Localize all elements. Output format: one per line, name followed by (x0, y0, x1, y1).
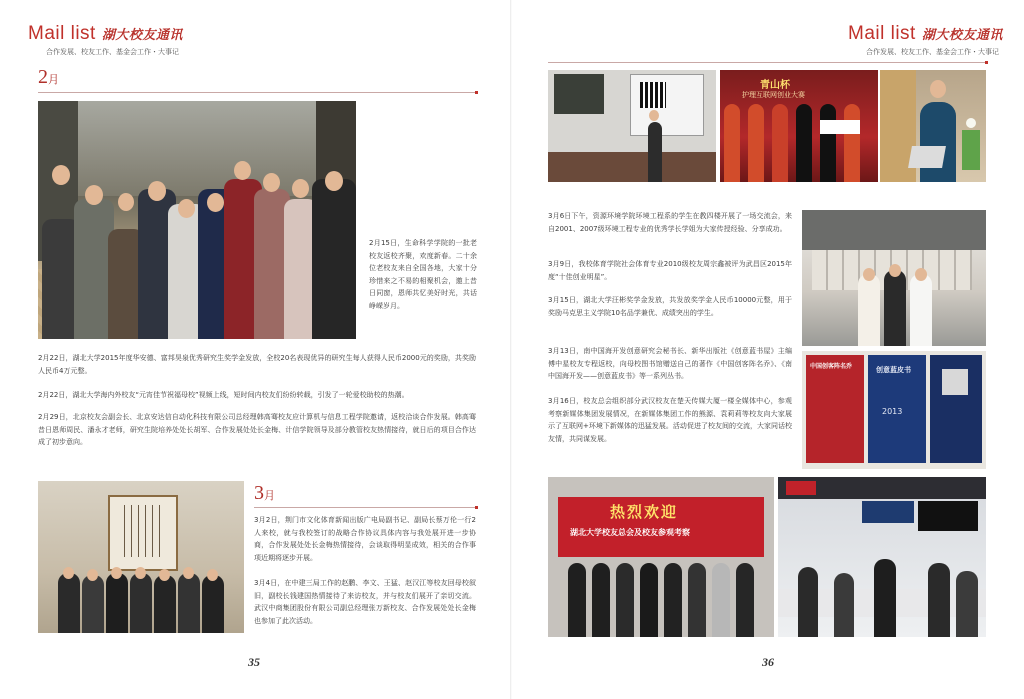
section-rule (254, 507, 476, 508)
right-item-2: 3月9日，我校体育学院社会体育专业2010级校友周宗鑫被评为武昌区2015年度“十佳创业明星”。 (548, 260, 792, 281)
feb-item-3: 2月29日，北京校友会副会长、北京安达信自动化科技有限公司总经理韩高骞校友应计算机与信息工程学院邀请，返校洽谈合作发展。韩高骞昔日恩师周民、潘永才老师，研究生院培养处处长胡军、合作发展处处长金梅、计信学院领导及部分教管校友热情接待，就日后的项目合作达成了初步意向。 (38, 413, 476, 446)
mar-item-2: 3月4日，在中建三局工作的赵鹏、李文、王猛、赵汉江等校友回母校叙旧，副校长钱建国热情接待了来访校友，并与校友们展开了亲切交流。武汉中商集团股份有限公司副总经理张万新校友、合作发展处处长金梅也参加了此次活动。 (254, 579, 476, 625)
header-tagline: 合作发展、校友工作、基金会工作・大事记 (866, 48, 999, 56)
book2-year: 2013 (882, 407, 903, 416)
feb-item-2: 2月22日，湖北大学海内外校友“元宵佳节祝福母校”视频上线，短时间内校友们纷纷转载，引发了一轮爱校助校的热潮。 (38, 391, 409, 399)
welcome-banner-sub: 湖北大学校友总会及校友参观考察 (570, 528, 690, 537)
header-tagline: 合作发展、校友工作、基金会工作・大事记 (46, 48, 179, 56)
books-photo (802, 351, 986, 469)
right-item-5: 3月16日，校友总会组织部分武汉校友在楚天传媒大厦一楼全媒体中心，参观考察新媒体集团发展情况，在新媒体集团工作的熊源、袁莉莉等校友向大家展示了互联网+环境下新媒体的迅猛发展。活动促进了校友间的交流，大家同话校友情，共同谋发展。 (548, 397, 792, 443)
right-item-3: 3月15日，湖北大学汪彬奖学金发放，共发放奖学金人民币10000元整，用于奖励马克思主义学院10名品学兼优、成绩突出的学生。 (548, 296, 792, 317)
seminar-photo (548, 70, 716, 182)
month-heading-feb (38, 66, 59, 89)
month-heading-mar (254, 482, 275, 505)
feb-gathering-photo (38, 101, 356, 339)
month-unit: 月 (264, 490, 275, 502)
banner-sub: 护理互联网创业大赛 (742, 91, 805, 99)
brand-logo (28, 24, 183, 46)
section-rule (548, 62, 986, 63)
month-number: 2 (38, 66, 48, 88)
welcome-photo (548, 477, 774, 637)
banner-text: 青山杯 (760, 80, 790, 91)
mar-visit-photo (38, 481, 244, 633)
brand-cn-title: 湖大校友通讯 (921, 28, 1003, 43)
right-item-4: 3月13日，南中国海开发创意研究会秘书长、新华出版社《创意蓝书屋》主编傅中星校友专程返校，向母校图书馆赠送自己的著作《中国创客阵名乔》、《南中国海开发——创意蓝皮书》等一系列丛书。 (548, 347, 792, 380)
month-unit: 月 (48, 74, 59, 86)
brand-title: Mail list (848, 23, 916, 44)
left-header (28, 24, 183, 56)
book1-title: 中国创客阵名乔 (810, 363, 853, 370)
book2-title: 创意蓝皮书 (876, 366, 911, 374)
month-number: 3 (254, 482, 264, 504)
media-center-photo (778, 477, 986, 637)
mar-item-1: 3月2日，荆门市文化体育新闻出版广电局副书记、副局长蔡万伦一行2人来校，就与我校签订的战略合作协议具体内容与我处展开进一步协商，合作发展处处长金梅热情接待，会谈取得明显成效，相关的合作事项近期将逐步开展。 (254, 516, 476, 562)
brand-title: Mail list (28, 23, 96, 44)
feb-photo-caption: 2月15日，生命科学学院的一批老校友返校齐聚，欢度新春。二十余位老校友来自全国各地，大家十分珍惜来之不易的相聚机会，邀上昔日同窗，恩师共忆美好时光，共话峥嵘岁月。 (369, 239, 477, 310)
award-photo (802, 210, 986, 346)
laptop-photo (880, 70, 986, 182)
brand-logo (848, 24, 1003, 46)
contest-photo (720, 70, 878, 182)
page-number: 35 (248, 655, 260, 669)
welcome-banner-text: 热烈欢迎 (610, 503, 679, 521)
right-header (848, 24, 1003, 56)
page-number: 36 (762, 655, 774, 669)
feb-item-1: 2月22日，湖北大学2015年度华安德、富邦昊泉优秀研究生奖学金发放，全校20名表现优异的研究生每人获得人民币2000元的奖励，共奖励人民币4万元整。 (38, 354, 476, 375)
brand-cn-title: 湖大校友通讯 (101, 28, 183, 43)
right-item-1: 3月6日下午，资源环境学院环境工程系的学生在教四楼开展了一场交流会，来自2001、2007级环境工程专业的优秀学长学姐为大家传授经验、分享成功。 (548, 212, 792, 233)
right-page (512, 0, 1024, 699)
section-rule (38, 92, 476, 93)
